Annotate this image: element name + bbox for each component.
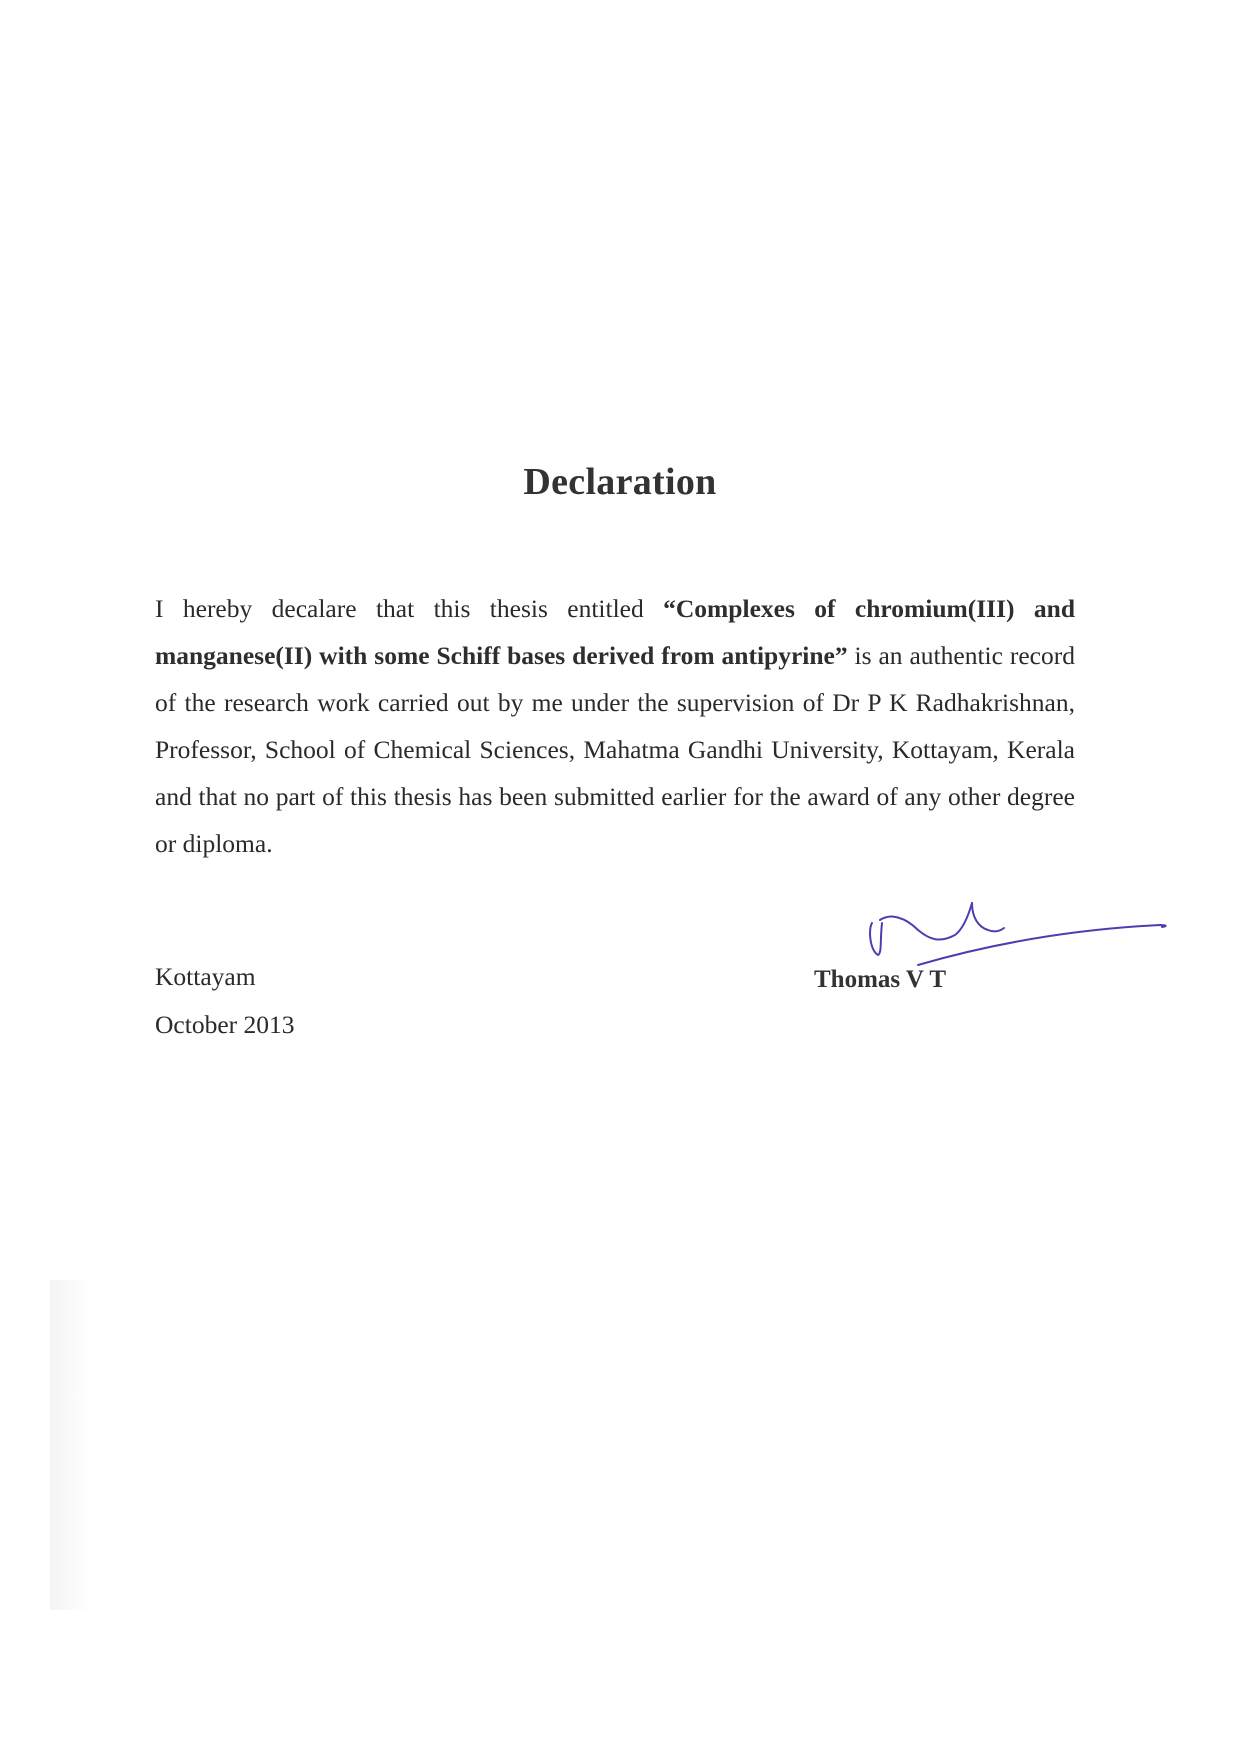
declaration-rest: is an authentic record of the research work carried out by me under the supervision of Dr P K Radhakrishnan, Professor, School of Chemical Sciences, Mahatma Gandhi University, Kottayam, Kerala and that no part of this thesis has been submitted earlier for the award of any other degree or diploma. [155, 641, 1075, 858]
signature-stroke [880, 903, 972, 940]
page-title: Declaration [523, 461, 717, 503]
signature-image [860, 895, 1170, 975]
date: October 2013 [155, 1010, 295, 1039]
place: Kottayam [155, 962, 256, 991]
signature-stroke [918, 925, 1166, 965]
declaration-intro: I hereby decalare that this thesis entitled [155, 594, 664, 623]
scan-shade [50, 1280, 90, 1610]
declaration-paragraph [155, 585, 1075, 867]
signer-name: Thomas V T [814, 966, 947, 993]
thesis-title: “Complexes of chromium(III) and manganese(II) with some Schiff bases derived from antipyrine” [155, 594, 1075, 670]
signature-stroke [870, 923, 882, 955]
signature-stroke [972, 903, 1004, 931]
